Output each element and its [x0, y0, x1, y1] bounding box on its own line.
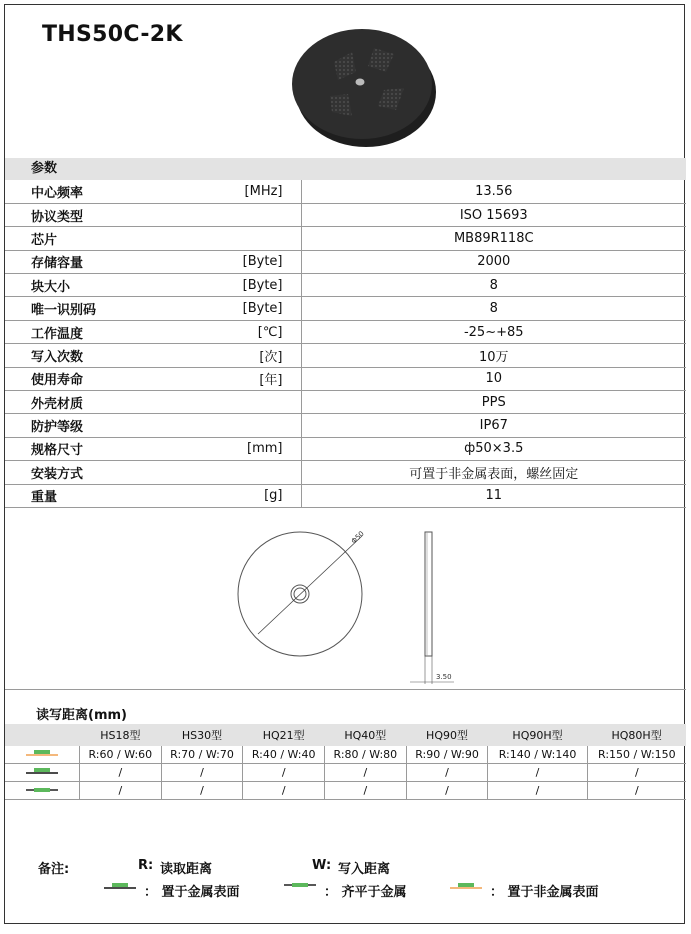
- spec-unit: [Byte]: [215, 297, 301, 320]
- spec-name: 规格尺寸: [5, 437, 215, 460]
- spec-unit: [Byte]: [215, 274, 301, 297]
- distance-cell: /: [80, 764, 162, 782]
- reader-column-header: HS18型: [80, 724, 162, 746]
- on-metal-mount-icon: [26, 768, 58, 776]
- distance-cell: /: [161, 764, 243, 782]
- reader-column-header: HQ90H型: [488, 724, 587, 746]
- spec-value: 8: [301, 297, 686, 320]
- spec-row: [5, 461, 686, 484]
- flush-metal-legend: ： 齐平于金属: [324, 885, 407, 900]
- spec-name: 中心频率: [5, 180, 215, 203]
- spec-unit: [215, 461, 301, 484]
- reader-column-header: HQ80H型: [587, 724, 686, 746]
- spec-name: 块大小: [5, 274, 215, 297]
- spec-row: [5, 180, 686, 203]
- distance-cell: /: [406, 764, 488, 782]
- dimension-drawing: [230, 522, 470, 688]
- flush-metal-mount-icon: [26, 786, 58, 794]
- distance-cell: R:150 / W:150: [587, 746, 686, 764]
- spec-name: 写入次数: [5, 344, 215, 367]
- spec-name: 芯片: [5, 227, 215, 250]
- spec-value: 11: [301, 484, 686, 507]
- spec-name: 重量: [5, 484, 215, 507]
- diameter-label: Φ50: [349, 529, 366, 546]
- product-image: [290, 20, 440, 148]
- distance-cell: R:140 / W:140: [488, 746, 587, 764]
- mount-header: [5, 724, 80, 746]
- distance-cell: /: [243, 764, 325, 782]
- spec-row: [5, 274, 686, 297]
- distance-cell: /: [587, 764, 686, 782]
- spec-name: 外壳材质: [5, 391, 215, 414]
- spec-row: [5, 297, 686, 320]
- spec-row: [5, 320, 686, 343]
- spec-name: 安装方式: [5, 461, 215, 484]
- spec-name: 存储容量: [5, 250, 215, 273]
- distance-cell: R:40 / W:40: [243, 746, 325, 764]
- distance-cell: /: [243, 782, 325, 800]
- spec-unit: [℃]: [215, 320, 301, 343]
- spec-table: [5, 180, 686, 508]
- distance-cell: /: [587, 782, 686, 800]
- distance-cell: R:80 / W:80: [325, 746, 407, 764]
- spec-unit: [215, 203, 301, 226]
- spec-name: 工作温度: [5, 320, 215, 343]
- distance-cell: /: [406, 782, 488, 800]
- spec-value: MB89R118C: [301, 227, 686, 250]
- w-text: 写入距离: [338, 862, 391, 877]
- read-distance-row: [5, 746, 686, 764]
- spec-row: [5, 484, 686, 507]
- spec-value: ISO 15693: [301, 203, 686, 226]
- spec-value: PPS: [301, 391, 686, 414]
- spec-value: 10: [301, 367, 686, 390]
- spec-unit: [MHz]: [215, 180, 301, 203]
- spec-unit: [215, 414, 301, 437]
- spec-unit: [Byte]: [215, 250, 301, 273]
- non-metal-legend-icon: [450, 883, 482, 891]
- spec-row: [5, 367, 686, 390]
- r-key: R:: [138, 858, 154, 873]
- spec-unit: [215, 227, 301, 250]
- distance-cell: /: [325, 782, 407, 800]
- side-view: [410, 532, 454, 684]
- spec-row: [5, 437, 686, 460]
- reader-column-header: HQ21型: [243, 724, 325, 746]
- reader-column-header: HQ90型: [406, 724, 488, 746]
- spec-unit: [次]: [215, 344, 301, 367]
- spec-name: 唯一识别码: [5, 297, 215, 320]
- spec-name: 防护等级: [5, 414, 215, 437]
- spec-name: 使用寿命: [5, 367, 215, 390]
- spec-unit: [mm]: [215, 437, 301, 460]
- params-heading: 参数: [5, 158, 686, 180]
- spec-row: [5, 344, 686, 367]
- spec-name: 协议类型: [5, 203, 215, 226]
- spec-row: [5, 227, 686, 250]
- w-key: W:: [312, 858, 332, 873]
- mount-type-cell: [5, 764, 80, 782]
- notes-label: 备注:: [38, 862, 70, 877]
- product-title: THS50C-2K: [42, 22, 183, 47]
- distance-cell: R:60 / W:60: [80, 746, 162, 764]
- spec-value: 10万: [301, 344, 686, 367]
- spec-row: [5, 203, 686, 226]
- spec-row: [5, 391, 686, 414]
- distance-cell: R:90 / W:90: [406, 746, 488, 764]
- reader-column-header: HS30型: [161, 724, 243, 746]
- spec-row: [5, 414, 686, 437]
- section-divider: [5, 689, 686, 690]
- distance-cell: R:70 / W:70: [161, 746, 243, 764]
- thickness-label: 3.50: [436, 673, 452, 681]
- on-metal-legend-icon: [104, 883, 136, 891]
- spec-value: 2000: [301, 250, 686, 273]
- non-metal-mount-icon: [26, 750, 58, 758]
- distance-cell: /: [80, 782, 162, 800]
- front-view: [238, 532, 362, 656]
- read-distance-row: [5, 782, 686, 800]
- read-distance-title: 读写距离(mm): [36, 708, 127, 723]
- distance-cell: /: [161, 782, 243, 800]
- spec-value: 可置于非金属表面，螺丝固定: [301, 461, 686, 484]
- on-metal-legend: ： 置于金属表面: [144, 885, 240, 900]
- r-text: 读取距离: [160, 862, 213, 877]
- spec-value: ф50×3.5: [301, 437, 686, 460]
- non-metal-legend: ： 置于非金属表面: [490, 885, 599, 900]
- spec-value: -25~+85: [301, 320, 686, 343]
- distance-cell: /: [325, 764, 407, 782]
- spec-row: [5, 250, 686, 273]
- spec-value: IP67: [301, 414, 686, 437]
- reader-column-header: HQ40型: [325, 724, 407, 746]
- mount-type-cell: [5, 782, 80, 800]
- read-distance-table: [5, 724, 686, 800]
- distance-cell: /: [488, 764, 587, 782]
- spec-value: 8: [301, 274, 686, 297]
- distance-cell: /: [488, 782, 587, 800]
- mount-type-cell: [5, 746, 80, 764]
- flush-metal-legend-icon: [284, 881, 316, 891]
- spec-unit: [年]: [215, 367, 301, 390]
- spec-value: 13.56: [301, 180, 686, 203]
- spec-unit: [215, 391, 301, 414]
- read-distance-row: [5, 764, 686, 782]
- spec-unit: [g]: [215, 484, 301, 507]
